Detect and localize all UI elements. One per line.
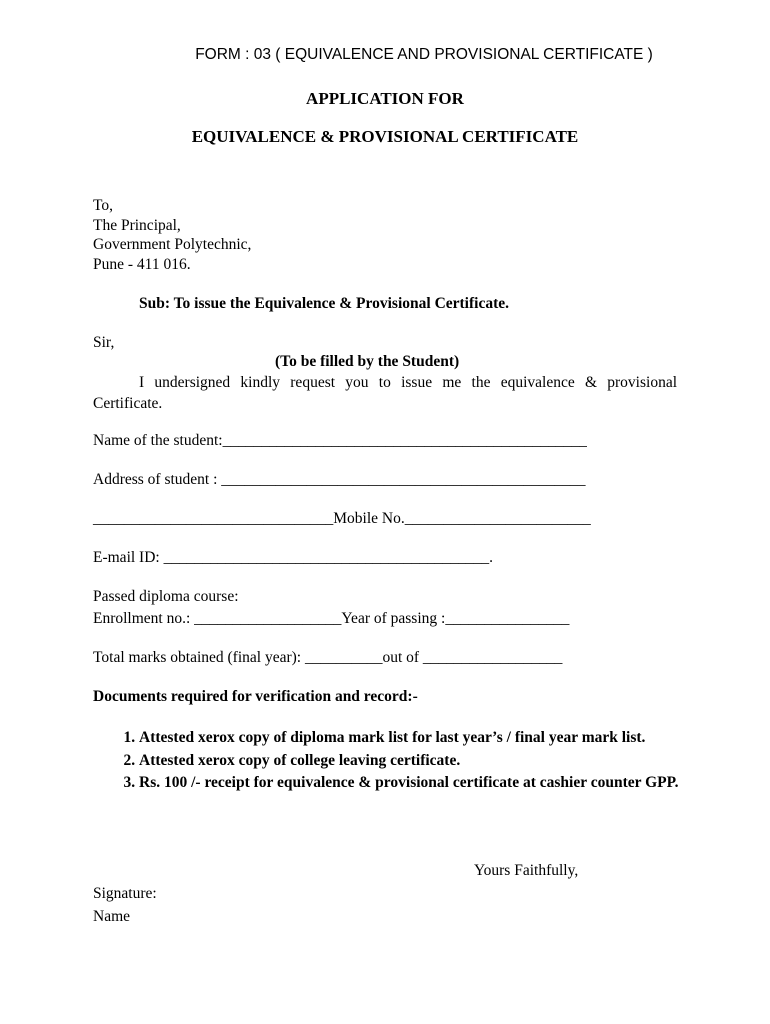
email-field[interactable]: E-mail ID: __________________________________________. [93,549,493,566]
enrollment-field[interactable]: Enrollment no.: ___________________Year of passing :________________ [93,610,570,627]
mobile-field[interactable]: _______________________________Mobile No.________________________ [93,510,591,527]
document-item: 3. Rs. 100 /- receipt for equivalence & provisional certificate at cashier counter GPP. [139,772,723,795]
documents-list [93,727,723,795]
request-paragraph [93,372,677,414]
page-subtitle: EQUIVALENCE & PROVISIONAL CERTIFICATE [191,127,579,146]
closing: Yours Faithfully, [474,862,579,879]
subject-line: Sub: To issue the Equivalence & Provisional Certificate. [139,295,510,312]
passed-course-label: Passed diploma course: [93,588,239,605]
name-label: Name [93,908,131,925]
document-item: 1. Attested xerox copy of diploma mark list for last year’s / final year mark list. [139,727,723,750]
signature-label: Signature: [93,885,157,902]
document-item: 2. Attested xerox copy of college leaving certificate. [139,750,723,773]
salutation: Sir, [93,334,115,351]
student-address-field[interactable]: Address of student : _______________________________________________ [93,471,586,488]
fill-note: (To be filled by the Student) [275,353,460,370]
form-code: FORM : 03 ( EQUIVALENCE AND PROVISIONAL CERTIFICATE ) [195,46,653,63]
request-text: I undersigned kindly request you to issue me the equivalence & provisional Certificate. [93,374,677,412]
address-to: To, [93,197,114,214]
address-institution: Government Polytechnic, [93,236,252,253]
address-city: Pune - 411 016. [93,256,191,273]
documents-heading: Documents required for verification and record:- [93,688,418,705]
page-title: APPLICATION FOR [306,89,464,108]
marks-field[interactable]: Total marks obtained (final year): __________out of __________________ [93,649,563,666]
student-name-field[interactable]: Name of the student:_______________________________________________ [93,432,587,449]
address-principal: The Principal, [93,217,181,234]
